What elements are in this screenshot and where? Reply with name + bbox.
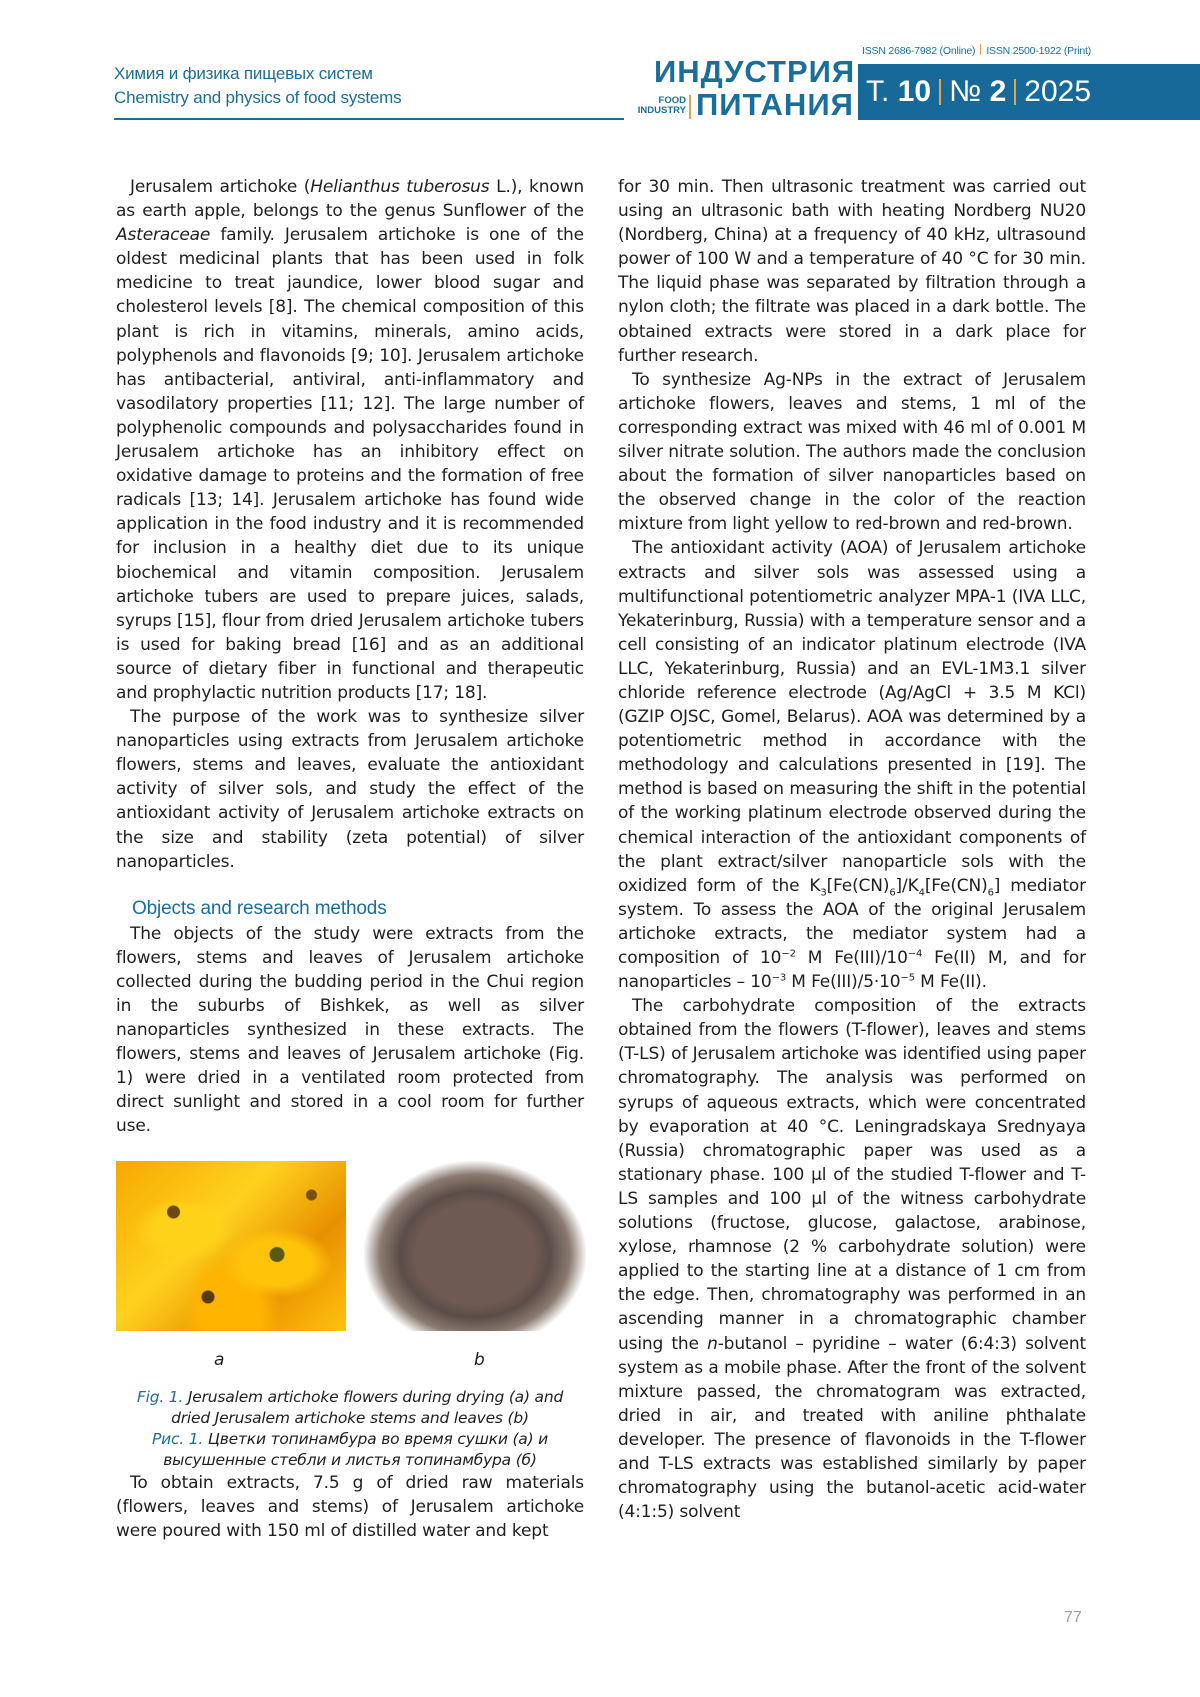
text-run: M Fe(III)/5·10 xyxy=(786,972,901,993)
issn-online: ISSN 2686-7982 (Online) xyxy=(862,45,976,57)
figure-1 xyxy=(116,1161,584,1370)
figure-label-b: b xyxy=(474,1349,485,1370)
superscript: −2 xyxy=(781,948,796,960)
caption-ru-text: Цветки топинамбура во время сушки (а) и высушенные стебли и листья топинамбура (б) xyxy=(163,1429,549,1469)
header-rule xyxy=(114,118,624,120)
paragraph-aoa xyxy=(618,536,1086,994)
caption-en xyxy=(124,1387,576,1429)
text-run: L.), known as earth apple, belongs to the genus Sunflower of the xyxy=(116,177,584,222)
issue-prefix: № xyxy=(949,75,982,108)
text-run: [Fe(CN) xyxy=(826,875,890,896)
subscript: 6 xyxy=(889,887,896,899)
volume-prefix: Т. xyxy=(866,75,890,108)
issue-number: 2 xyxy=(989,75,1007,108)
volume-number: 10 xyxy=(897,75,932,108)
paragraph-synthesis: To synthesize Ag-NPs in the extract of Jerusalem artichoke flowers, leaves and stems, 1 ml of the corresponding extract was mixed with 46 ml of 0.001 M silver nitrate solution. The authors made the conclusion about the formation of silver nanoparticles based on the observed change in the color of the reaction mixture from light yellow to red-brown and red-brown. xyxy=(618,369,1086,535)
figure-caption xyxy=(116,1387,584,1471)
superscript: −5 xyxy=(900,972,915,984)
text-run: The carbohydrate composition of the extracts obtained from the flowers (T-flower), leaves and stems (T-LS) of Jerusalem artichoke was identified using paper chromatography. The analysis was performed on syrups of aqueous extracts, which were concentrated by evaporation at 40 °C. Leningradskaya Srednyaya (Russia) chromatographic paper was used as a stationary phase. 100 µl of the studied T-flower and T-LS samples and 100 µl of the witness carbohydrate solutions (fructose, glucose, galactose, arabinose, xylose, rhamnose (2 % carbohydrate solution) were applied to the starting line at a distance of 1 cm from the edge. Then, chromatography was performed in an ascending manner in a chromatographic chamber using the xyxy=(618,996,1086,1354)
superscript: −3 xyxy=(771,972,787,984)
volume-issue-badge xyxy=(858,64,1200,120)
paragraph-ultrasonic: for 30 min. Then ultrasonic treatment was carried out using an ultrasonic bath with heating Nordberg NU20 (Nordberg, China) at a frequency of 40 kHz, ultrasound power of 100 W and a temperature of 40 °C for 30 min. The liquid phase was separated by filtration through a nylon cloth; the filtrate was placed in a dark bottle. The obtained extracts were stored in a dark place for further research. xyxy=(618,177,1086,366)
journal-logo-line1: ИНДУСТРИЯ xyxy=(654,54,856,89)
text-run: M Fe(III)/10 xyxy=(795,948,908,968)
text-run: ]/K xyxy=(895,875,919,896)
text-run: The antioxidant activity (AOA) of Jerusalem artichoke extracts and silver sols was assessed using a multifunctional potentiometric analyzer MPA-1 (IVA LLC, Yekaterinburg, Russia) with a temperature sensor and a cell consisting of an indicator platinum electrode (IVA LLC, Yekaterinburg, Russia) and an EVL-1M3.1 silver chloride reference electrode (Ag/AgCl + 3.5 M KCl) (GZIP OJSC, Gomel, Belarus). AOA was determined by a potentiometric method in accordance with the methodology and calculations presented in [19]. The method is based on measuring the shift in the potential of the working platinum electrode observed during the chemical interaction of the antioxidant components of the plant extract/silver nanoparticle sols with the oxidized form of the K xyxy=(618,538,1086,896)
left-column xyxy=(116,175,584,1543)
running-header xyxy=(114,62,401,110)
page-number: 77 xyxy=(1064,1609,1082,1626)
year: 2025 xyxy=(1024,75,1092,108)
paragraph-carbohydrate xyxy=(618,994,1086,1524)
text-run: M Fe(II). xyxy=(914,972,987,993)
logo-food-text: FOOD xyxy=(658,95,686,106)
caption-en-tag: Fig. 1. xyxy=(136,1387,184,1406)
figure-label-a: a xyxy=(214,1349,225,1370)
volume-separator xyxy=(939,79,941,105)
text-run: Jerusalem artichoke ( xyxy=(130,177,311,197)
text-run: [Fe(CN) xyxy=(924,875,988,896)
logo-industry-text: INDUSTRY xyxy=(637,105,686,116)
superscript: −4 xyxy=(907,948,923,960)
subscript: 3 xyxy=(820,887,827,899)
subscript: 4 xyxy=(918,887,925,899)
text-run: family. Jerusalem artichoke is one of the oldest medicinal plants that has been used in folk medicine to treat jaundice, lower blood sugar and cholesterol levels [8]. The chemical composition of this plant is rich in vitamins, minerals, amino acids, polyphenols and flavonoids [9; 10]. Jerusalem artichoke has antibacterial, antiviral, anti-inflammatory and vasodilatory properties [11; 12]. The large number of polyphenolic compounds and polysaccharides found in Jerusalem artichoke has an inhibitory effect on oxidative damage to proteins and the formation of free radicals [13; 14]. Jerusalem artichoke has found wide application in the food industry and it is recommended for inclusion in a healthy diet due to its unique biochemical and vitamin composition. Jerusalem artichoke tubers are used to prepare juices, salads, syrups [15], flour from dried Jerusalem artichoke tubers is used for baking bread [16] and as an additional source of dietary fiber in functional and therapeutic and prophylactic nutrition products [17; 18]. xyxy=(116,225,584,703)
species-name: Helianthus tuberosus xyxy=(310,177,490,197)
paragraph-objects: The objects of the study were extracts from the flowers, stems and leaves of Jerusalem artichoke collected during the budding period in the Chui region in the suburbs of Bishkek, as well as silver nanoparticles synthesized in these extracts. The flowers, stems and leaves of Jerusalem artichoke (Fig. 1) were dried in a ventilated room protected from direct sunlight and stored in a cool room for further use. xyxy=(116,923,584,1137)
journal-logo-line2: ПИТАНИЯ xyxy=(696,87,854,122)
caption-ru-tag: Рис. 1. xyxy=(151,1429,204,1448)
paragraph-purpose: The purpose of the work was to synthesize silver nanoparticles using extracts from Jerusalem artichoke flowers, stems and leaves, evaluate the antioxidant activity of silver sols, and study the effect of the antioxidant activity of Jerusalem artichoke extracts on the size and stability (zeta potential) of silver nanoparticles. xyxy=(116,707,584,872)
image-dried-stems-leaves xyxy=(364,1161,586,1331)
paragraph-extraction: To obtain extracts, 7.5 g of dried raw materials (flowers, leaves and stems) of Jerusalem artichoke were poured with 150 ml of distilled water and kept xyxy=(116,1472,584,1541)
issue-separator xyxy=(1014,79,1016,105)
right-column xyxy=(618,175,1086,1524)
italic-n: n xyxy=(707,1333,718,1354)
section-heading: Objects and research methods xyxy=(132,897,387,919)
issn-print: ISSN 2500-1922 (Print) xyxy=(986,45,1092,57)
family-name: Asteraceae xyxy=(116,225,211,246)
text-run: Fe(II) M, and for nanoparticles – 10 xyxy=(618,948,1087,993)
caption-ru xyxy=(124,1429,576,1471)
logo-divider xyxy=(689,95,691,119)
caption-en-text: Jerusalem artichoke flowers during drying (a) and dried Jerusalem artichoke stems and leaves (b) xyxy=(171,1387,564,1427)
issn-separator xyxy=(980,44,981,55)
text-run: ] mediator system. To assess the AOA of the original Jerusalem artichoke extracts, the mediator system had a composition of 10 xyxy=(618,875,1086,968)
paragraph-intro xyxy=(116,175,584,705)
section-title-ru: Химия и физика пищевых систем xyxy=(114,64,373,83)
image-flowers-drying xyxy=(116,1161,346,1331)
journal-logo-food-industry xyxy=(632,96,686,116)
section-title-en: Chemistry and physics of food systems xyxy=(114,88,402,107)
text-run: -butanol – pyridine – water (6:4:3) solvent system as a mobile phase. After the front of the solvent mixture passed, the chromatogram was extracted, dried in air, and treated with aniline phthalate developer. The presence of flavonoids in the T-flower and T-LS extracts was established similarly by paper chromatography using the butanol-acetic acid-water (4:1:5) solvent xyxy=(618,1333,1086,1523)
subscript: 6 xyxy=(987,887,994,899)
issn-line xyxy=(862,44,1091,57)
